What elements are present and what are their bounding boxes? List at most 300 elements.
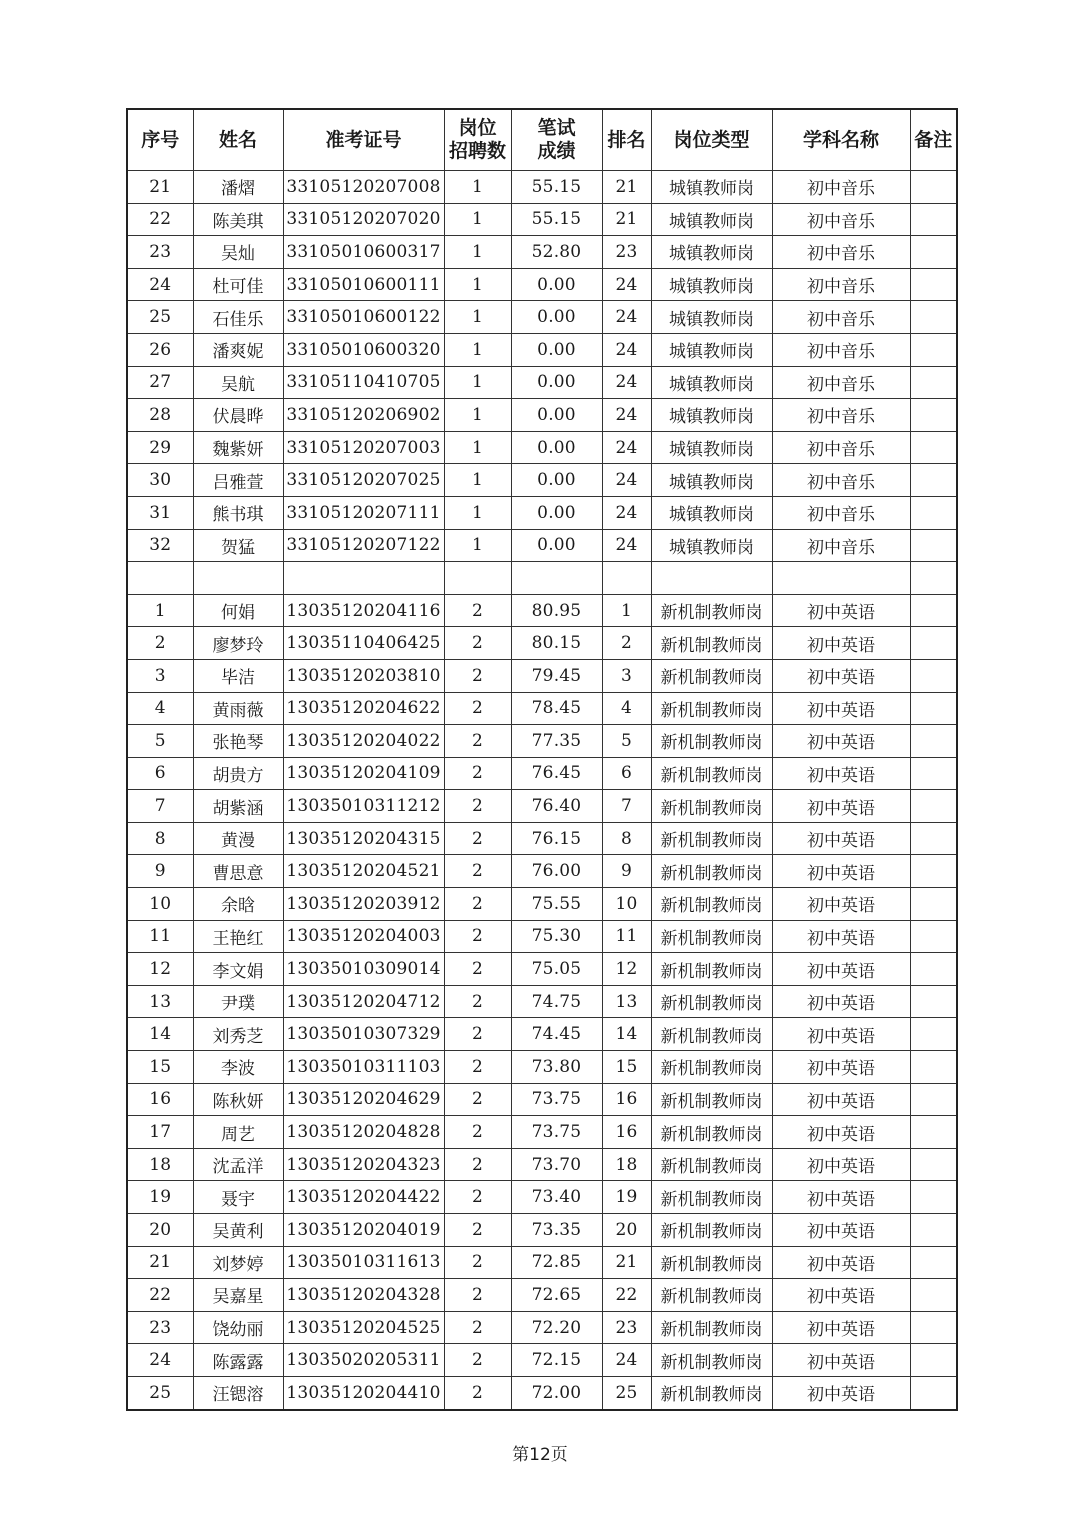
cell-post-type: 城镇教师岗 — [651, 431, 772, 464]
table-row — [127, 1051, 957, 1084]
cell-score: 78.45 — [511, 692, 602, 725]
cell-rank: 24 — [602, 366, 651, 399]
cell-quota: 2 — [444, 1148, 511, 1181]
cell-seq: 9 — [127, 855, 193, 888]
cell-quota: 2 — [444, 1181, 511, 1214]
table-row — [127, 888, 957, 921]
header-quota — [444, 109, 511, 171]
cell-name: 胡贵方 — [193, 757, 283, 790]
results-table — [126, 108, 958, 1411]
cell-rank: 2 — [602, 627, 651, 660]
table-row — [127, 1018, 957, 1051]
cell-score: 76.15 — [511, 822, 602, 855]
cell-subject: 初中音乐 — [772, 529, 910, 562]
cell-seq: 22 — [127, 203, 193, 236]
cell-score: 73.70 — [511, 1148, 602, 1181]
cell-subject — [772, 562, 910, 595]
table-header — [127, 109, 957, 171]
cell-name: 吕雅萱 — [193, 464, 283, 497]
cell-subject: 初中英语 — [772, 725, 910, 758]
cell-quota: 2 — [444, 725, 511, 758]
cell-quota: 2 — [444, 1246, 511, 1279]
cell-rank: 5 — [602, 725, 651, 758]
table-row — [127, 1148, 957, 1181]
cell-post-type: 新机制教师岗 — [651, 953, 772, 986]
cell-name: 李文娟 — [193, 953, 283, 986]
cell-name: 饶幼丽 — [193, 1311, 283, 1344]
cell-rank: 24 — [602, 333, 651, 366]
cell-seq: 27 — [127, 366, 193, 399]
table-row — [127, 562, 957, 595]
cell-remark — [910, 1344, 957, 1377]
cell-seq: 20 — [127, 1214, 193, 1247]
cell-remark — [910, 594, 957, 627]
cell-exam-no: 33105010600122 — [283, 301, 444, 334]
cell-exam-no: 13035120204629 — [283, 1083, 444, 1116]
cell-post-type — [651, 562, 772, 595]
cell-quota: 2 — [444, 855, 511, 888]
cell-quota: 1 — [444, 171, 511, 204]
cell-score: 75.55 — [511, 888, 602, 921]
cell-post-type: 新机制教师岗 — [651, 790, 772, 823]
cell-seq: 23 — [127, 236, 193, 269]
header-row — [127, 109, 957, 171]
cell-subject: 初中英语 — [772, 985, 910, 1018]
cell-score: 0.00 — [511, 333, 602, 366]
cell-quota: 2 — [444, 1344, 511, 1377]
cell-score: 74.75 — [511, 985, 602, 1018]
table-row — [127, 692, 957, 725]
table-row — [127, 1279, 957, 1312]
cell-post-type: 城镇教师岗 — [651, 464, 772, 497]
cell-subject: 初中英语 — [772, 594, 910, 627]
cell-remark — [910, 822, 957, 855]
cell-subject: 初中英语 — [772, 757, 910, 790]
cell-name: 胡紫涵 — [193, 790, 283, 823]
cell-seq: 30 — [127, 464, 193, 497]
cell-quota: 2 — [444, 1279, 511, 1312]
cell-quota: 2 — [444, 627, 511, 660]
cell-score: 73.80 — [511, 1051, 602, 1084]
cell-exam-no: 13035120204521 — [283, 855, 444, 888]
cell-quota: 1 — [444, 464, 511, 497]
cell-name: 伏晨晔 — [193, 399, 283, 432]
cell-remark — [910, 529, 957, 562]
cell-quota: 2 — [444, 1214, 511, 1247]
cell-name: 周艺 — [193, 1116, 283, 1149]
table-row — [127, 953, 957, 986]
cell-remark — [910, 171, 957, 204]
table-row — [127, 236, 957, 269]
cell-seq: 10 — [127, 888, 193, 921]
cell-name — [193, 562, 283, 595]
cell-name: 陈美琪 — [193, 203, 283, 236]
cell-post-type: 新机制教师岗 — [651, 1148, 772, 1181]
cell-post-type: 城镇教师岗 — [651, 203, 772, 236]
cell-seq: 13 — [127, 985, 193, 1018]
cell-remark — [910, 1279, 957, 1312]
cell-quota: 2 — [444, 1018, 511, 1051]
cell-seq: 23 — [127, 1311, 193, 1344]
cell-exam-no: 13035120204410 — [283, 1376, 444, 1409]
table-row — [127, 1344, 957, 1377]
cell-subject: 初中音乐 — [772, 236, 910, 269]
cell-subject: 初中英语 — [772, 1279, 910, 1312]
cell-exam-no: 13035120204828 — [283, 1116, 444, 1149]
header-quota-line2: 招聘数 — [448, 140, 506, 162]
cell-rank: 10 — [602, 888, 651, 921]
cell-subject: 初中英语 — [772, 855, 910, 888]
cell-post-type: 新机制教师岗 — [651, 822, 772, 855]
cell-quota: 2 — [444, 594, 511, 627]
cell-seq: 32 — [127, 529, 193, 562]
cell-exam-no: 13035120204022 — [283, 725, 444, 758]
cell-remark — [910, 1181, 957, 1214]
cell-rank: 24 — [602, 1344, 651, 1377]
cell-score: 0.00 — [511, 399, 602, 432]
cell-name: 聂宇 — [193, 1181, 283, 1214]
cell-name: 曹思意 — [193, 855, 283, 888]
cell-remark — [910, 464, 957, 497]
table-row — [127, 1083, 957, 1116]
cell-score: 79.45 — [511, 659, 602, 692]
cell-subject: 初中英语 — [772, 1376, 910, 1409]
cell-post-type: 新机制教师岗 — [651, 1344, 772, 1377]
cell-remark — [910, 725, 957, 758]
table-row — [127, 529, 957, 562]
cell-name: 杜可佳 — [193, 268, 283, 301]
cell-seq: 24 — [127, 268, 193, 301]
cell-name: 张艳琴 — [193, 725, 283, 758]
cell-post-type: 新机制教师岗 — [651, 1083, 772, 1116]
cell-remark — [910, 1018, 957, 1051]
cell-score: 76.45 — [511, 757, 602, 790]
cell-name: 毕洁 — [193, 659, 283, 692]
cell-score: 80.95 — [511, 594, 602, 627]
cell-seq: 15 — [127, 1051, 193, 1084]
cell-seq: 6 — [127, 757, 193, 790]
cell-exam-no: 33105120207020 — [283, 203, 444, 236]
cell-exam-no: 33105120207008 — [283, 171, 444, 204]
table-row — [127, 366, 957, 399]
cell-quota: 1 — [444, 431, 511, 464]
cell-remark — [910, 1148, 957, 1181]
cell-rank: 7 — [602, 790, 651, 823]
cell-subject: 初中音乐 — [772, 431, 910, 464]
cell-remark — [910, 431, 957, 464]
cell-post-type: 城镇教师岗 — [651, 366, 772, 399]
cell-seq: 3 — [127, 659, 193, 692]
cell-score: 76.40 — [511, 790, 602, 823]
cell-subject: 初中英语 — [772, 1214, 910, 1247]
cell-remark — [910, 236, 957, 269]
cell-exam-no: 33105120206902 — [283, 399, 444, 432]
table-row — [127, 203, 957, 236]
table-body — [127, 171, 957, 1410]
cell-post-type: 新机制教师岗 — [651, 1181, 772, 1214]
table-row — [127, 1376, 957, 1409]
cell-name: 刘梦婷 — [193, 1246, 283, 1279]
table-row — [127, 1116, 957, 1149]
cell-subject: 初中音乐 — [772, 301, 910, 334]
cell-subject: 初中英语 — [772, 627, 910, 660]
cell-post-type: 新机制教师岗 — [651, 1279, 772, 1312]
cell-rank: 23 — [602, 1311, 651, 1344]
cell-remark — [910, 855, 957, 888]
table-row — [127, 1311, 957, 1344]
cell-subject: 初中英语 — [772, 790, 910, 823]
cell-score: 73.75 — [511, 1116, 602, 1149]
cell-rank: 21 — [602, 171, 651, 204]
cell-post-type: 新机制教师岗 — [651, 627, 772, 660]
cell-rank: 24 — [602, 464, 651, 497]
cell-subject: 初中音乐 — [772, 203, 910, 236]
cell-exam-no: 13035120204323 — [283, 1148, 444, 1181]
cell-rank: 3 — [602, 659, 651, 692]
table-row — [127, 725, 957, 758]
cell-seq: 1 — [127, 594, 193, 627]
cell-seq: 19 — [127, 1181, 193, 1214]
cell-name: 沈孟洋 — [193, 1148, 283, 1181]
cell-post-type: 新机制教师岗 — [651, 1376, 772, 1409]
cell-seq: 8 — [127, 822, 193, 855]
cell-remark — [910, 1311, 957, 1344]
cell-seq: 5 — [127, 725, 193, 758]
cell-score: 72.15 — [511, 1344, 602, 1377]
cell-post-type: 新机制教师岗 — [651, 725, 772, 758]
cell-seq: 24 — [127, 1344, 193, 1377]
cell-quota: 2 — [444, 790, 511, 823]
cell-remark — [910, 790, 957, 823]
cell-subject: 初中英语 — [772, 1181, 910, 1214]
cell-quota: 2 — [444, 757, 511, 790]
cell-score: 75.30 — [511, 920, 602, 953]
cell-quota: 2 — [444, 659, 511, 692]
cell-quota: 2 — [444, 692, 511, 725]
cell-subject: 初中英语 — [772, 920, 910, 953]
cell-quota: 1 — [444, 366, 511, 399]
cell-rank: 23 — [602, 236, 651, 269]
cell-seq: 25 — [127, 301, 193, 334]
cell-post-type: 城镇教师岗 — [651, 171, 772, 204]
cell-remark — [910, 985, 957, 1018]
cell-quota: 1 — [444, 301, 511, 334]
cell-name: 何娟 — [193, 594, 283, 627]
cell-post-type: 新机制教师岗 — [651, 985, 772, 1018]
header-score — [511, 109, 602, 171]
cell-quota: 1 — [444, 236, 511, 269]
cell-seq: 12 — [127, 953, 193, 986]
cell-exam-no: 13035120204116 — [283, 594, 444, 627]
cell-quota: 2 — [444, 1051, 511, 1084]
header-seq: 序号 — [127, 109, 193, 171]
cell-quota: 2 — [444, 1311, 511, 1344]
cell-rank: 12 — [602, 953, 651, 986]
cell-seq: 25 — [127, 1376, 193, 1409]
header-name: 姓名 — [193, 109, 283, 171]
cell-post-type: 新机制教师岗 — [651, 594, 772, 627]
cell-remark — [910, 333, 957, 366]
cell-rank: 22 — [602, 1279, 651, 1312]
cell-subject: 初中音乐 — [772, 496, 910, 529]
cell-rank: 9 — [602, 855, 651, 888]
cell-rank: 21 — [602, 203, 651, 236]
cell-post-type: 新机制教师岗 — [651, 692, 772, 725]
cell-post-type: 新机制教师岗 — [651, 1051, 772, 1084]
table-row — [127, 594, 957, 627]
cell-remark — [910, 920, 957, 953]
cell-exam-no: 13035120204622 — [283, 692, 444, 725]
cell-quota: 2 — [444, 1116, 511, 1149]
cell-post-type: 城镇教师岗 — [651, 301, 772, 334]
cell-subject: 初中音乐 — [772, 399, 910, 432]
cell-score — [511, 562, 602, 595]
cell-score: 73.40 — [511, 1181, 602, 1214]
cell-exam-no: 13035120203810 — [283, 659, 444, 692]
cell-subject: 初中音乐 — [772, 268, 910, 301]
cell-seq: 4 — [127, 692, 193, 725]
cell-quota: 2 — [444, 822, 511, 855]
cell-score: 73.75 — [511, 1083, 602, 1116]
cell-name: 吴航 — [193, 366, 283, 399]
cell-name: 李波 — [193, 1051, 283, 1084]
cell-rank: 24 — [602, 431, 651, 464]
cell-remark — [910, 1214, 957, 1247]
cell-post-type: 新机制教师岗 — [651, 1214, 772, 1247]
cell-score: 55.15 — [511, 203, 602, 236]
cell-post-type: 新机制教师岗 — [651, 1311, 772, 1344]
page-number: 第12页 — [512, 1445, 568, 1465]
table-row — [127, 659, 957, 692]
cell-quota: 1 — [444, 496, 511, 529]
cell-exam-no: 33105120207122 — [283, 529, 444, 562]
cell-rank: 15 — [602, 1051, 651, 1084]
table-row — [127, 399, 957, 432]
cell-exam-no: 13035120203912 — [283, 888, 444, 921]
table-row — [127, 268, 957, 301]
cell-exam-no: 33105120207003 — [283, 431, 444, 464]
cell-remark — [910, 301, 957, 334]
cell-remark — [910, 366, 957, 399]
cell-subject: 初中英语 — [772, 1246, 910, 1279]
cell-subject: 初中英语 — [772, 1148, 910, 1181]
table-row — [127, 496, 957, 529]
cell-remark — [910, 627, 957, 660]
cell-rank: 24 — [602, 301, 651, 334]
cell-score: 0.00 — [511, 464, 602, 497]
cell-subject: 初中英语 — [772, 822, 910, 855]
cell-exam-no: 33105010600317 — [283, 236, 444, 269]
cell-rank: 11 — [602, 920, 651, 953]
cell-subject: 初中音乐 — [772, 171, 910, 204]
cell-score: 77.35 — [511, 725, 602, 758]
cell-remark — [910, 1083, 957, 1116]
cell-seq: 18 — [127, 1148, 193, 1181]
cell-exam-no: 13035010307329 — [283, 1018, 444, 1051]
cell-remark — [910, 203, 957, 236]
cell-quota: 1 — [444, 268, 511, 301]
cell-rank: 25 — [602, 1376, 651, 1409]
cell-rank: 20 — [602, 1214, 651, 1247]
cell-subject: 初中英语 — [772, 692, 910, 725]
cell-seq: 16 — [127, 1083, 193, 1116]
cell-remark — [910, 1051, 957, 1084]
cell-remark — [910, 757, 957, 790]
table-row — [127, 920, 957, 953]
cell-remark — [910, 1376, 957, 1409]
cell-rank: 6 — [602, 757, 651, 790]
table-row — [127, 301, 957, 334]
cell-quota: 1 — [444, 203, 511, 236]
cell-subject: 初中英语 — [772, 659, 910, 692]
cell-post-type: 城镇教师岗 — [651, 496, 772, 529]
cell-exam-no: 13035020205311 — [283, 1344, 444, 1377]
cell-rank: 24 — [602, 496, 651, 529]
cell-rank: 16 — [602, 1083, 651, 1116]
cell-seq: 28 — [127, 399, 193, 432]
cell-subject: 初中英语 — [772, 1018, 910, 1051]
cell-exam-no: 13035010309014 — [283, 953, 444, 986]
cell-rank: 24 — [602, 529, 651, 562]
cell-remark — [910, 692, 957, 725]
cell-remark — [910, 1246, 957, 1279]
cell-exam-no: 33105010600320 — [283, 333, 444, 366]
cell-seq: 2 — [127, 627, 193, 660]
cell-score: 72.00 — [511, 1376, 602, 1409]
cell-remark — [910, 1116, 957, 1149]
cell-name: 黄漫 — [193, 822, 283, 855]
cell-post-type: 新机制教师岗 — [651, 888, 772, 921]
cell-name: 石佳乐 — [193, 301, 283, 334]
cell-remark — [910, 399, 957, 432]
table-row — [127, 855, 957, 888]
cell-exam-no: 13035120204328 — [283, 1279, 444, 1312]
cell-name: 陈露露 — [193, 1344, 283, 1377]
cell-score: 80.15 — [511, 627, 602, 660]
cell-remark — [910, 888, 957, 921]
table-row — [127, 627, 957, 660]
cell-name: 陈秋妍 — [193, 1083, 283, 1116]
cell-score: 73.35 — [511, 1214, 602, 1247]
cell-quota: 2 — [444, 985, 511, 1018]
table-row — [127, 333, 957, 366]
cell-name: 余晗 — [193, 888, 283, 921]
header-quota-line1: 岗位 — [458, 117, 497, 139]
cell-post-type: 城镇教师岗 — [651, 236, 772, 269]
cell-post-type: 城镇教师岗 — [651, 333, 772, 366]
header-post-type: 岗位类型 — [651, 109, 772, 171]
cell-post-type: 新机制教师岗 — [651, 1018, 772, 1051]
cell-score: 72.20 — [511, 1311, 602, 1344]
header-exam-no: 准考证号 — [283, 109, 444, 171]
cell-subject: 初中音乐 — [772, 464, 910, 497]
header-score-line2: 成绩 — [537, 140, 576, 162]
cell-name: 汪锶溶 — [193, 1376, 283, 1409]
table-row — [127, 431, 957, 464]
cell-score: 0.00 — [511, 301, 602, 334]
cell-rank: 13 — [602, 985, 651, 1018]
cell-remark — [910, 562, 957, 595]
cell-quota: 2 — [444, 920, 511, 953]
cell-name: 潘爽妮 — [193, 333, 283, 366]
cell-subject: 初中英语 — [772, 953, 910, 986]
cell-seq: 21 — [127, 1246, 193, 1279]
cell-name: 吴黄利 — [193, 1214, 283, 1247]
cell-subject: 初中英语 — [772, 1116, 910, 1149]
header-remark: 备注 — [910, 109, 957, 171]
cell-quota: 1 — [444, 529, 511, 562]
cell-rank — [602, 562, 651, 595]
